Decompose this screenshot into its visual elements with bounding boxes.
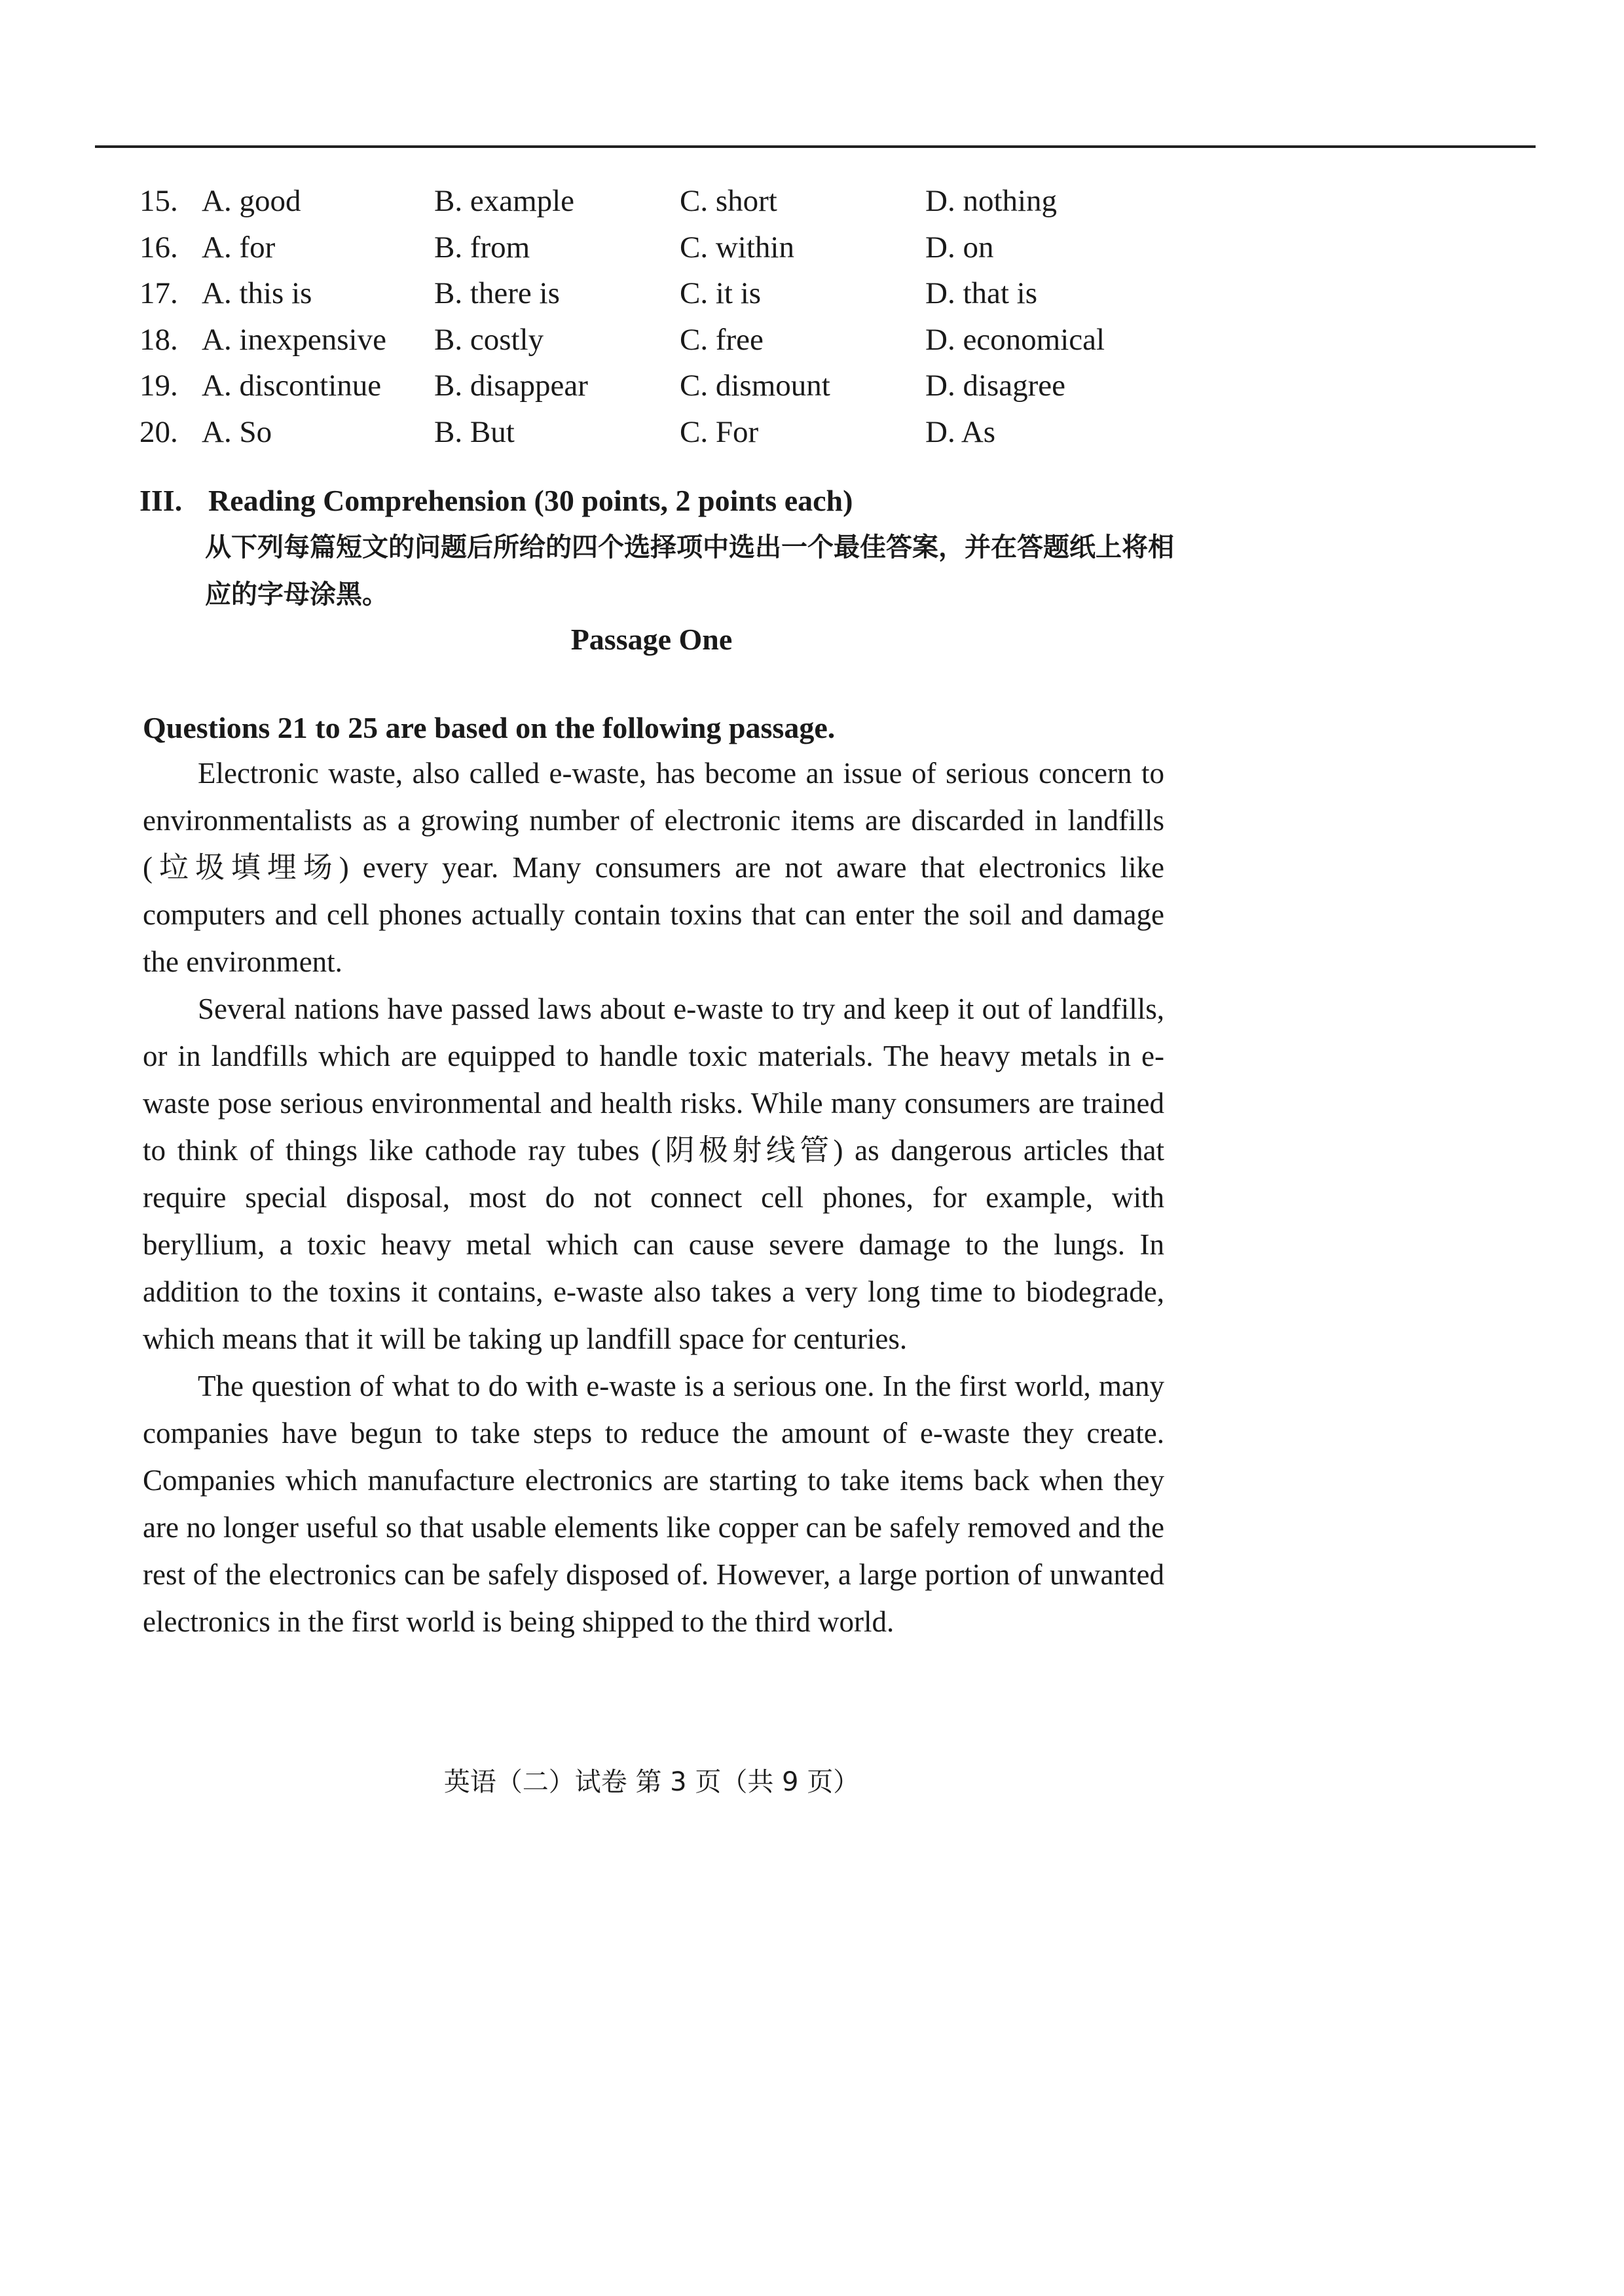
passage-body bbox=[143, 750, 1164, 1645]
choice-b: B. there is bbox=[434, 276, 560, 310]
choice-c: C. within bbox=[680, 230, 794, 264]
choice-a: A. for bbox=[202, 230, 276, 264]
question-number: 17. bbox=[139, 276, 178, 310]
questions-intro: Questions 21 to 25 are based on the following passage. bbox=[143, 711, 836, 744]
paragraph: The question of what to do with e-waste is a serious one. In the first world, many companies have begun to take steps to reduce the amount of e-waste they create. Companies which manufacture electronics are starting to take items back when they are no longer useful so that usable elements like copper can be safely removed and the rest of the electronics can be safely disposed of. However, a large portion of unwanted electronics in the first world is being shipped to the third world. bbox=[143, 1370, 1164, 1638]
section-number: III. bbox=[139, 484, 183, 517]
choice-d: D. disagree bbox=[925, 369, 1066, 403]
choice-b: B. disappear bbox=[434, 369, 588, 403]
choice-b: B. costly bbox=[434, 322, 544, 357]
choice-d: D. nothing bbox=[925, 184, 1058, 218]
choice-a: A. inexpensive bbox=[202, 322, 386, 357]
page-footer: 英语（二）试卷 第 3 页（共 9 页） bbox=[443, 1767, 860, 1797]
choice-d: D. that is bbox=[925, 276, 1038, 310]
question-number: 18. bbox=[139, 322, 178, 357]
choice-a: A. this is bbox=[202, 276, 312, 310]
question-number: 16. bbox=[139, 230, 178, 264]
choice-d: D. economical bbox=[925, 322, 1105, 357]
choice-c: C. For bbox=[680, 414, 759, 449]
choice-b: B. example bbox=[434, 184, 575, 218]
choice-c: C. free bbox=[680, 322, 764, 357]
choice-a: A. So bbox=[202, 414, 272, 449]
choice-c: C. dismount bbox=[680, 369, 830, 403]
choice-a: A. good bbox=[202, 184, 301, 218]
paragraph: Several nations have passed laws about e-waste to try and keep it out of landfills, or in landfills which are equipped to handle toxic materials. The heavy metals in e-waste pose serious environmental and health risks. While many consumers are trained to think of things like cathode ray tubes (阴极射线管) as dangerous articles that require special disposal, most do not connect cell phones, for example, with beryllium, a toxic heavy metal which can cause severe damage to the lungs. In addition to the toxins it contains, e-waste also takes a very long time to biodegrade, which means that it will be taking up landfill space for centuries. bbox=[143, 993, 1164, 1355]
choice-a: A. discontinue bbox=[202, 369, 382, 403]
choice-d: D. on bbox=[925, 230, 994, 264]
paragraph: Electronic waste, also called e-waste, has become an issue of serious concern to environmentalists as a growing number of electronic items are discarded in landfills (垃圾填埋场) every year. Many consumers are not aware that electronics like computers and cell phones actually contain toxins that can enter the soil and damage the environment. bbox=[143, 757, 1164, 978]
section-title: Reading Comprehension (30 points, 2 points each) bbox=[208, 484, 853, 517]
passage-title: Passage One bbox=[570, 623, 733, 656]
choice-d: D. As bbox=[925, 414, 996, 449]
header-rule bbox=[95, 145, 1536, 148]
section-heading bbox=[139, 483, 853, 518]
choice-b: B. But bbox=[434, 414, 515, 449]
choice-c: C. it is bbox=[680, 276, 762, 310]
question-number: 19. bbox=[139, 369, 178, 403]
question-number: 15. bbox=[139, 184, 178, 218]
section-instruction: 从下列每篇短文的问题后所给的四个选择项中选出一个最佳答案，并在答题纸上将相应的字母涂黑。 bbox=[205, 532, 1174, 610]
choice-c: C. short bbox=[680, 184, 777, 218]
question-number: 20. bbox=[139, 414, 178, 449]
choice-b: B. from bbox=[434, 230, 530, 264]
